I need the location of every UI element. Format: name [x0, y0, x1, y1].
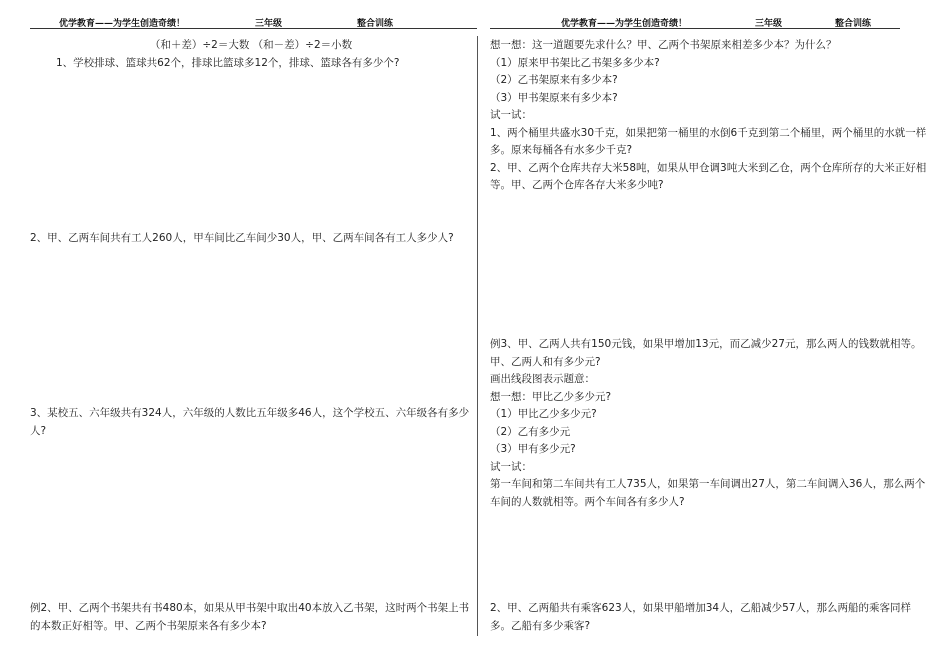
question-2: 2、甲、乙两车间共有工人260人，甲车间比乙车间少30人，甲、乙两车间各有工人多少人?: [30, 232, 454, 244]
try-2-label: 试一试：: [490, 460, 532, 473]
question-3: 3、某校五、六年级共有324人，六年级的人数比五年级多46人，这个学校五、六年级各有多少人?: [30, 407, 470, 437]
example-3: 例3、甲、乙两人共有150元钱，如果甲增加13元，而乙减少27元，那么两人的钱数就相等。甲、乙两人和有多少元?: [490, 338, 922, 368]
think-1-step-c: （3）甲书架原来有多少本?: [490, 91, 618, 104]
header-subject: 整合训练: [357, 19, 394, 29]
header-grade: 三年级: [255, 19, 283, 29]
header-subject: 整合训练: [835, 19, 872, 29]
think-2-step-a: （1）甲比乙少多少元?: [490, 408, 597, 420]
header-rule-left: [30, 28, 477, 29]
left-column-top: [30, 37, 472, 72]
right-column-top: [490, 37, 930, 195]
example-3-block: [490, 336, 930, 511]
think-1-step-a: （1）原来甲书架比乙书架多多少本?: [490, 56, 660, 69]
question-1: 1、学校排球、篮球共62个，排球比篮球多12个，排球、篮球各有多少个?: [56, 56, 400, 69]
try-2-question: 第一车间和第二车间共有工人735人，如果第一车间调出27人，第二车间调入36人，那么两个车间的人数就相等。两个车间各有多少人?: [490, 478, 926, 508]
header-grade: 三年级: [755, 19, 783, 29]
formula: （和＋差）÷2＝大数 （和－差）÷2＝小数: [149, 39, 353, 51]
draw-instruction: 画出线段图表示题意：: [490, 373, 595, 385]
header-rule-right: [490, 28, 900, 29]
header-org: 优学教育——为学生创造奇绩！: [561, 19, 688, 29]
example-2: 例2、甲、乙两个书架共有书480本，如果从甲书架中取出40本放入乙书架，这时两个书架上书的本数正好相等。甲、乙两个书架原来各有多少本?: [30, 602, 470, 632]
try-1-question-2: 2、甲、乙两个仓库共存大米58吨，如果从甲仓调3吨大米到乙仓，两个仓库所存的大米正好相等。甲、乙两个仓库各存大米多少吨?: [490, 161, 927, 191]
think-2-step-b: （2）乙有多少元: [490, 425, 571, 438]
think-2: 想一想：甲比乙少多少元?: [490, 390, 612, 403]
question-2-bottom-block: [490, 600, 930, 635]
think-1-step-b: （2）乙书架原来有多少本?: [490, 74, 618, 86]
try-1-label: 试一试：: [490, 109, 532, 121]
header-org: 优学教育——为学生创造奇绩！: [59, 19, 186, 29]
question-3-block: [30, 405, 472, 440]
question-2-block: [30, 230, 472, 248]
try-1-question-1: 1、两个桶里共盛水30千克，如果把第一桶里的水倒6千克到第二个桶里，两个桶里的水就一样多。原来每桶各有水多少千克?: [490, 126, 927, 156]
example-2-block: [30, 600, 472, 635]
think-1: 想一想：这一道题要先求什么？甲、乙两个书架原来相差多少本？为什么？: [490, 39, 837, 51]
column-divider: [477, 36, 478, 636]
think-2-step-c: （3）甲有多少元?: [490, 443, 576, 455]
question-2-bottom: 2、甲、乙两船共有乘客623人，如果甲船增加34人，乙船减少57人，那么两船的乘客同样多。乙船有多少乘客?: [490, 602, 911, 632]
